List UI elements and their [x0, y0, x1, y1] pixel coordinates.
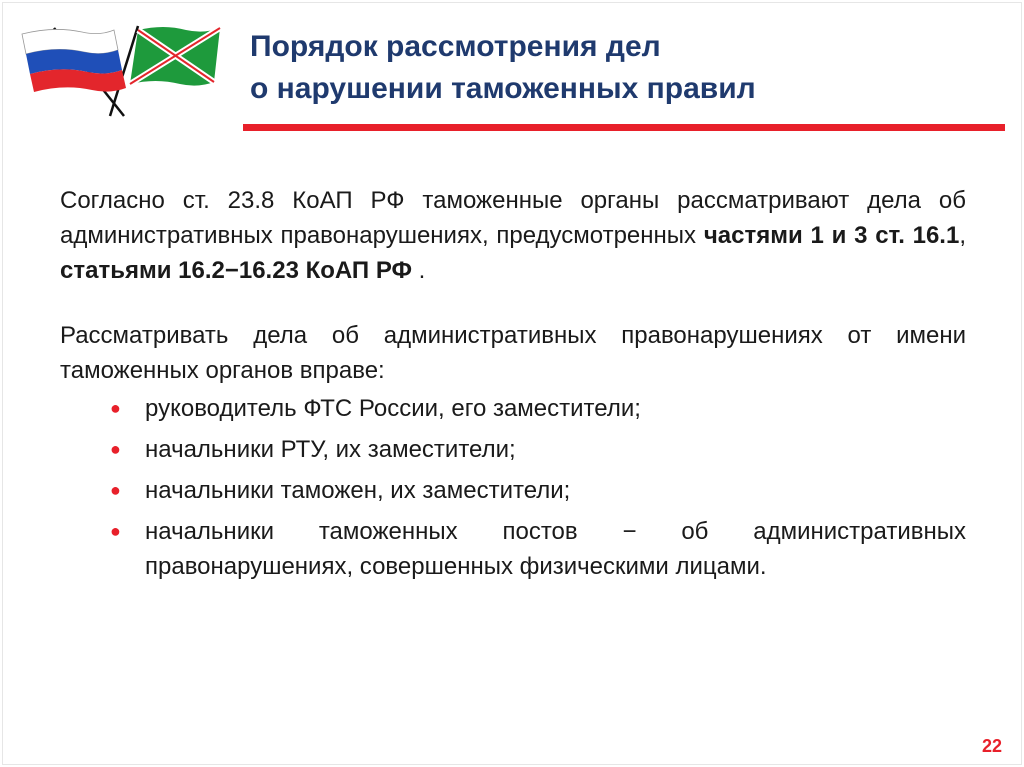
authority-list — [60, 391, 966, 584]
paragraph-koap-bold-parts: частями 1 и 3 ст. 16.1 — [703, 222, 960, 249]
bullet-dot-icon: ● — [110, 521, 121, 541]
list-item-text: начальники таможенных постов − об административных правонарушениях, совершенных физическими лицами. — [145, 518, 966, 580]
page-title — [250, 26, 756, 110]
paragraph-authority: Рассматривать дела об административных правонарушениях от имени таможенных органов вправе: — [60, 322, 966, 384]
list-item — [110, 473, 966, 508]
title-line-2: о нарушении таможенных правил — [250, 72, 756, 105]
russian-flag-icon — [22, 29, 126, 92]
paragraph-koap-end: . — [412, 257, 426, 284]
list-item-text: руководитель ФТС России, его заместители; — [145, 395, 641, 422]
flags-emblem — [14, 22, 224, 122]
page-number: 22 — [981, 736, 1002, 756]
title-line-1: Порядок рассмотрения дел — [250, 30, 661, 63]
slide-content — [60, 183, 966, 590]
bullet-dot-icon: ● — [110, 480, 121, 500]
list-item-text: начальники таможен, их заместители; — [145, 477, 571, 504]
list-item-text: начальники РТУ, их заместители; — [145, 436, 516, 463]
bullet-dot-icon: ● — [110, 439, 121, 459]
list-item — [110, 514, 966, 584]
paragraph-koap — [60, 183, 966, 288]
paragraph-koap-text: Согласно ст. 23.8 КоАП РФ таможенные органы рассматривают дела об административных правонарушениях, предусмотренных — [60, 187, 966, 249]
list-item — [110, 391, 966, 426]
list-item — [110, 432, 966, 467]
bullet-dot-icon: ● — [110, 398, 121, 418]
customs-flag-icon — [130, 27, 220, 86]
title-underline — [243, 124, 1005, 131]
paragraph-koap-bold-articles: статьями 16.2−16.23 КоАП РФ — [60, 257, 413, 284]
paragraph-koap-separator: , — [959, 222, 966, 249]
